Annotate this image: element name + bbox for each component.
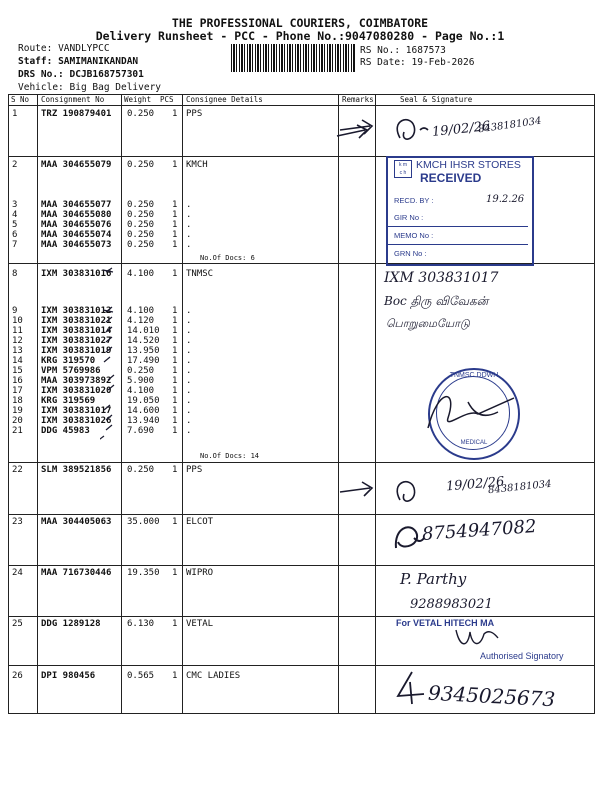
drs-label: DRS No.: — [18, 69, 64, 80]
runsheet-title: THE PROFESSIONAL COURIERS, COIMBATORE — [171, 16, 429, 30]
col-header-pcs: PCS — [160, 95, 174, 104]
stamp-grn-label: GRN No — [394, 249, 423, 258]
kmch-logo-icon: k m c h — [394, 160, 412, 178]
row-pcs: 1 — [172, 200, 178, 210]
row-sno: 4 — [12, 210, 18, 220]
row-pcs: 1 — [172, 306, 178, 316]
row-weight: 4.100 — [127, 306, 155, 316]
row-consignee: . — [186, 386, 192, 396]
row-pcs: 1 — [172, 346, 178, 356]
row-pcs: 1 — [172, 269, 178, 279]
tnmsc-handwritten-line2: Boc திரு விவேகன் — [384, 294, 489, 308]
row-consignee: . — [186, 396, 192, 406]
stamp-colon: : — [431, 196, 434, 205]
row-pcs: 1 — [172, 406, 178, 416]
col-header-weight: Weight — [124, 95, 152, 104]
row-sno: 9 — [12, 306, 18, 316]
row-consignment: TRZ 190879401 — [41, 109, 112, 119]
row-consignment: IXM 303831012 — [41, 306, 112, 316]
row-pcs: 1 — [172, 376, 178, 386]
row-consignment: MAA 304655076 — [41, 220, 112, 230]
stamp-gir-label: GIR No — [394, 213, 420, 222]
col-header-consignment: Consignment No — [41, 95, 105, 104]
row-consignment: MAA 304655077 — [41, 200, 112, 210]
row-pcs: 1 — [172, 396, 178, 406]
col-border — [37, 94, 38, 714]
row-sno: 26 — [12, 671, 23, 681]
cmc-phone: 9345025673 — [427, 680, 556, 712]
stamp-recd-by — [394, 196, 433, 205]
row-pcs: 1 — [172, 517, 178, 527]
row-sno: 16 — [12, 376, 23, 386]
row-sno: 11 — [12, 326, 23, 336]
row-weight: 35.000 — [127, 517, 160, 527]
row-pcs: 1 — [172, 336, 178, 346]
staff-row — [18, 56, 138, 67]
received-stamp — [386, 156, 534, 266]
stamp-title: KMCH IHSR STORES — [416, 159, 521, 171]
row-pcs: 1 — [172, 210, 178, 220]
row-consignee: . — [186, 200, 192, 210]
row-weight: 0.250 — [127, 230, 155, 240]
row-sno: 12 — [12, 336, 23, 346]
row-weight: 5.900 — [127, 376, 155, 386]
row-divider — [8, 616, 594, 617]
row-sno: 5 — [12, 220, 18, 230]
row-weight: 17.490 — [127, 356, 160, 366]
row-consignment: IXM 303831016 — [41, 269, 112, 279]
stamp-gir — [394, 213, 423, 222]
tnmsc-handwritten-ref: IXM 303831017 — [384, 270, 499, 286]
round-stamp-center: MEDICAL — [460, 440, 488, 446]
row-weight: 4.100 — [127, 386, 155, 396]
wipro-phone: 9288983021 — [410, 597, 493, 612]
row-sno: 7 — [12, 240, 18, 250]
stamp-handwritten-date: 19.2.26 — [486, 194, 525, 205]
row-consignment: IXM 303831021 — [41, 316, 112, 326]
row-weight: 4.120 — [127, 316, 155, 326]
drs-row — [18, 69, 144, 80]
signature-row22 — [330, 470, 430, 510]
row-consignee: . — [186, 356, 192, 366]
row-consignment: MAA 304655074 — [41, 230, 112, 240]
table-bottom-border — [8, 713, 594, 714]
row-consignment: DDG 1289128 — [41, 619, 101, 629]
row-consignment: KRG 319570 — [41, 356, 96, 366]
stamp-memo — [394, 231, 433, 240]
row-sno: 20 — [12, 416, 23, 426]
row-weight: 0.250 — [127, 366, 155, 376]
col-header-consignee: Consignee Details — [186, 95, 263, 104]
col-header-sno: S No — [11, 95, 30, 104]
row-consignee: . — [186, 306, 192, 316]
rs-no-label: RS No.: — [360, 45, 401, 56]
row-consignee: . — [186, 240, 192, 250]
row-weight: 0.250 — [127, 109, 155, 119]
vehicle-value: Big Bag Delivery — [69, 82, 162, 93]
row-sno: 3 — [12, 200, 18, 210]
rs-no-value: 1687573 — [405, 45, 446, 56]
row-sno: 6 — [12, 230, 18, 240]
row-consignee: . — [186, 336, 192, 346]
row-consignment: IXM 303831019 — [41, 346, 112, 356]
row-sno: 21 — [12, 426, 23, 436]
row-weight: 13.950 — [127, 346, 160, 356]
stamp-colon: : — [424, 249, 427, 258]
col-border — [594, 94, 595, 714]
row-weight: 14.520 — [127, 336, 160, 346]
row-weight: 13.940 — [127, 416, 160, 426]
signature-phone: 8438181034 — [487, 478, 553, 497]
row-pcs: 1 — [172, 109, 178, 119]
signature-date: 19/02/26 — [431, 118, 492, 141]
row-consignee: CMC LADIES — [186, 671, 241, 681]
row-consignment: MAA 716730446 — [41, 568, 112, 578]
col-header-seal: Seal & Signature — [400, 95, 473, 104]
row-sno: 23 — [12, 517, 23, 527]
row-sno: 15 — [12, 366, 23, 376]
row-pcs: 1 — [172, 426, 178, 436]
row-sno: 22 — [12, 465, 23, 475]
staff-label: Staff: — [18, 56, 53, 67]
row-sno: 2 — [12, 160, 18, 170]
stamp-recd-label: RECD. BY — [394, 196, 430, 205]
rs-no-row — [360, 45, 446, 56]
vetal-stamp-text: For VETAL HITECH MA — [396, 618, 495, 628]
stamp-colon: : — [421, 213, 424, 222]
col-border — [338, 94, 339, 714]
drs-value: DCJB168757301 — [69, 69, 144, 80]
stamp-status: RECEIVED — [420, 171, 482, 185]
barcode — [231, 44, 355, 72]
row-pcs: 1 — [172, 465, 178, 475]
signature-phone: 8438181034 — [477, 115, 543, 136]
stamp-grn — [394, 249, 427, 258]
row-consignment: IXM 303831020 — [41, 386, 112, 396]
row-weight: 6.130 — [127, 619, 155, 629]
tnmsc-signature — [418, 378, 528, 448]
row-weight: 0.250 — [127, 160, 155, 170]
row-weight: 0.250 — [127, 240, 155, 250]
row-consignment: MAA 304405063 — [41, 517, 112, 527]
row-weight: 14.010 — [127, 326, 160, 336]
row-consignee: . — [186, 326, 192, 336]
row-consignee: . — [186, 366, 192, 376]
row-pcs: 1 — [172, 619, 178, 629]
row-pcs: 1 — [172, 366, 178, 376]
tnmsc-handwritten-line3: பொறுமையோடு — [386, 317, 470, 330]
row-consignment: VPM 5769986 — [41, 366, 101, 376]
row-pcs: 1 — [172, 160, 178, 170]
staff-value: SAMIMANIKANDAN — [58, 56, 139, 67]
row-consignee: . — [186, 416, 192, 426]
row-sno: 8 — [12, 269, 18, 279]
runsheet-subtitle: Delivery Runsheet - PCC - Phone No.:9047080280 - Page No.:1 — [95, 29, 505, 43]
col-border — [182, 94, 183, 714]
row-consignee: WIPRO — [186, 568, 214, 578]
row-sno: 25 — [12, 619, 23, 629]
row-pcs: 1 — [172, 230, 178, 240]
row-consignment: DDG 45983 — [41, 426, 90, 436]
vehicle-row — [18, 82, 161, 93]
row-consignee: . — [186, 210, 192, 220]
row-pcs: 1 — [172, 386, 178, 396]
docs-count: No.Of Docs: 14 — [200, 452, 260, 460]
row-sno: 17 — [12, 386, 23, 396]
row-consignment: MAA 303973892 — [41, 376, 112, 386]
row-pcs: 1 — [172, 326, 178, 336]
row-consignee: PPS — [186, 465, 203, 475]
row-sno: 1 — [12, 109, 18, 119]
row-sno: 13 — [12, 346, 23, 356]
row-consignment: MAA 304655080 — [41, 210, 112, 220]
stamp-colon: : — [431, 231, 434, 240]
row-sno: 19 — [12, 406, 23, 416]
row-consignee: . — [186, 376, 192, 386]
row-weight: 7.690 — [127, 426, 155, 436]
row-consignee: . — [186, 406, 192, 416]
elcot-phone: 8754947082 — [421, 516, 538, 545]
cmc-signature — [392, 670, 428, 706]
route-value: VANDLYPCC — [58, 43, 110, 54]
row-consignee: . — [186, 426, 192, 436]
row-consignment: SLM 389521856 — [41, 465, 112, 475]
header-bottom-border — [8, 105, 594, 106]
row-weight: 0.565 — [127, 671, 155, 681]
stamp-memo-label: MEMO No — [394, 231, 430, 240]
vehicle-label: Vehicle: — [18, 82, 64, 93]
row-consignment: IXM 303831017 — [41, 406, 112, 416]
row-weight: 14.600 — [127, 406, 160, 416]
row-weight: 0.250 — [127, 210, 155, 220]
row-consignee: VETAL — [186, 619, 214, 629]
row-consignment: MAA 304655073 — [41, 240, 112, 250]
row-consignee: . — [186, 316, 192, 326]
row-weight: 0.250 — [127, 465, 155, 475]
col-border — [8, 94, 9, 713]
row-pcs: 1 — [172, 671, 178, 681]
col-border — [375, 94, 376, 714]
docs-count: No.Of Docs: 6 — [200, 254, 255, 262]
row-pcs: 1 — [172, 316, 178, 326]
row-consignment: IXM 303831027 — [41, 336, 112, 346]
row-weight: 19.050 — [127, 396, 160, 406]
rs-date-label: RS Date: — [360, 57, 406, 68]
route-row — [18, 43, 110, 54]
row-weight: 0.250 — [127, 220, 155, 230]
rs-date-row — [360, 57, 474, 68]
row-consignment: MAA 304655079 — [41, 160, 112, 170]
row-divider — [8, 514, 594, 515]
row-pcs: 1 — [172, 240, 178, 250]
row-consignee: TNMSC — [186, 269, 214, 279]
row-consignment: IXM 303831014 — [41, 326, 112, 336]
row-pcs: 1 — [172, 416, 178, 426]
row-divider — [8, 462, 594, 463]
row-consignee: KMCH — [186, 160, 208, 170]
wipro-name: P. Parthy — [400, 570, 467, 588]
vetal-signature — [450, 624, 510, 652]
row-pcs: 1 — [172, 568, 178, 578]
row-divider — [8, 665, 594, 666]
row-sno: 10 — [12, 316, 23, 326]
row-consignment: IXM 303831026 — [41, 416, 112, 426]
row-weight: 19.350 — [127, 568, 160, 578]
row-weight: 0.250 — [127, 200, 155, 210]
row-consignment: DPI 980456 — [41, 671, 96, 681]
round-stamp-ring: TNMSC DDWH — [449, 372, 499, 379]
row-consignee: ELCOT — [186, 517, 214, 527]
row-sno: 24 — [12, 568, 23, 578]
row-sno: 18 — [12, 396, 23, 406]
row-consignee: . — [186, 346, 192, 356]
row-consignee: . — [186, 220, 192, 230]
row-consignee: PPS — [186, 109, 203, 119]
row-divider — [8, 565, 594, 566]
row-weight: 4.100 — [127, 269, 155, 279]
route-label: Route: — [18, 43, 53, 54]
signature-date: 19/02/26 — [445, 474, 505, 495]
rs-date-value: 19-Feb-2026 — [411, 57, 475, 68]
row-pcs: 1 — [172, 220, 178, 230]
row-sno: 14 — [12, 356, 23, 366]
vetal-auth-signatory: Authorised Signatory — [480, 651, 564, 661]
col-header-remarks: Remarks — [342, 95, 374, 104]
row-pcs: 1 — [172, 356, 178, 366]
row-consignee: . — [186, 230, 192, 240]
tick-marks — [100, 266, 140, 452]
arrow-icon — [335, 124, 375, 144]
row-consignment: KRG 319569 — [41, 396, 96, 406]
